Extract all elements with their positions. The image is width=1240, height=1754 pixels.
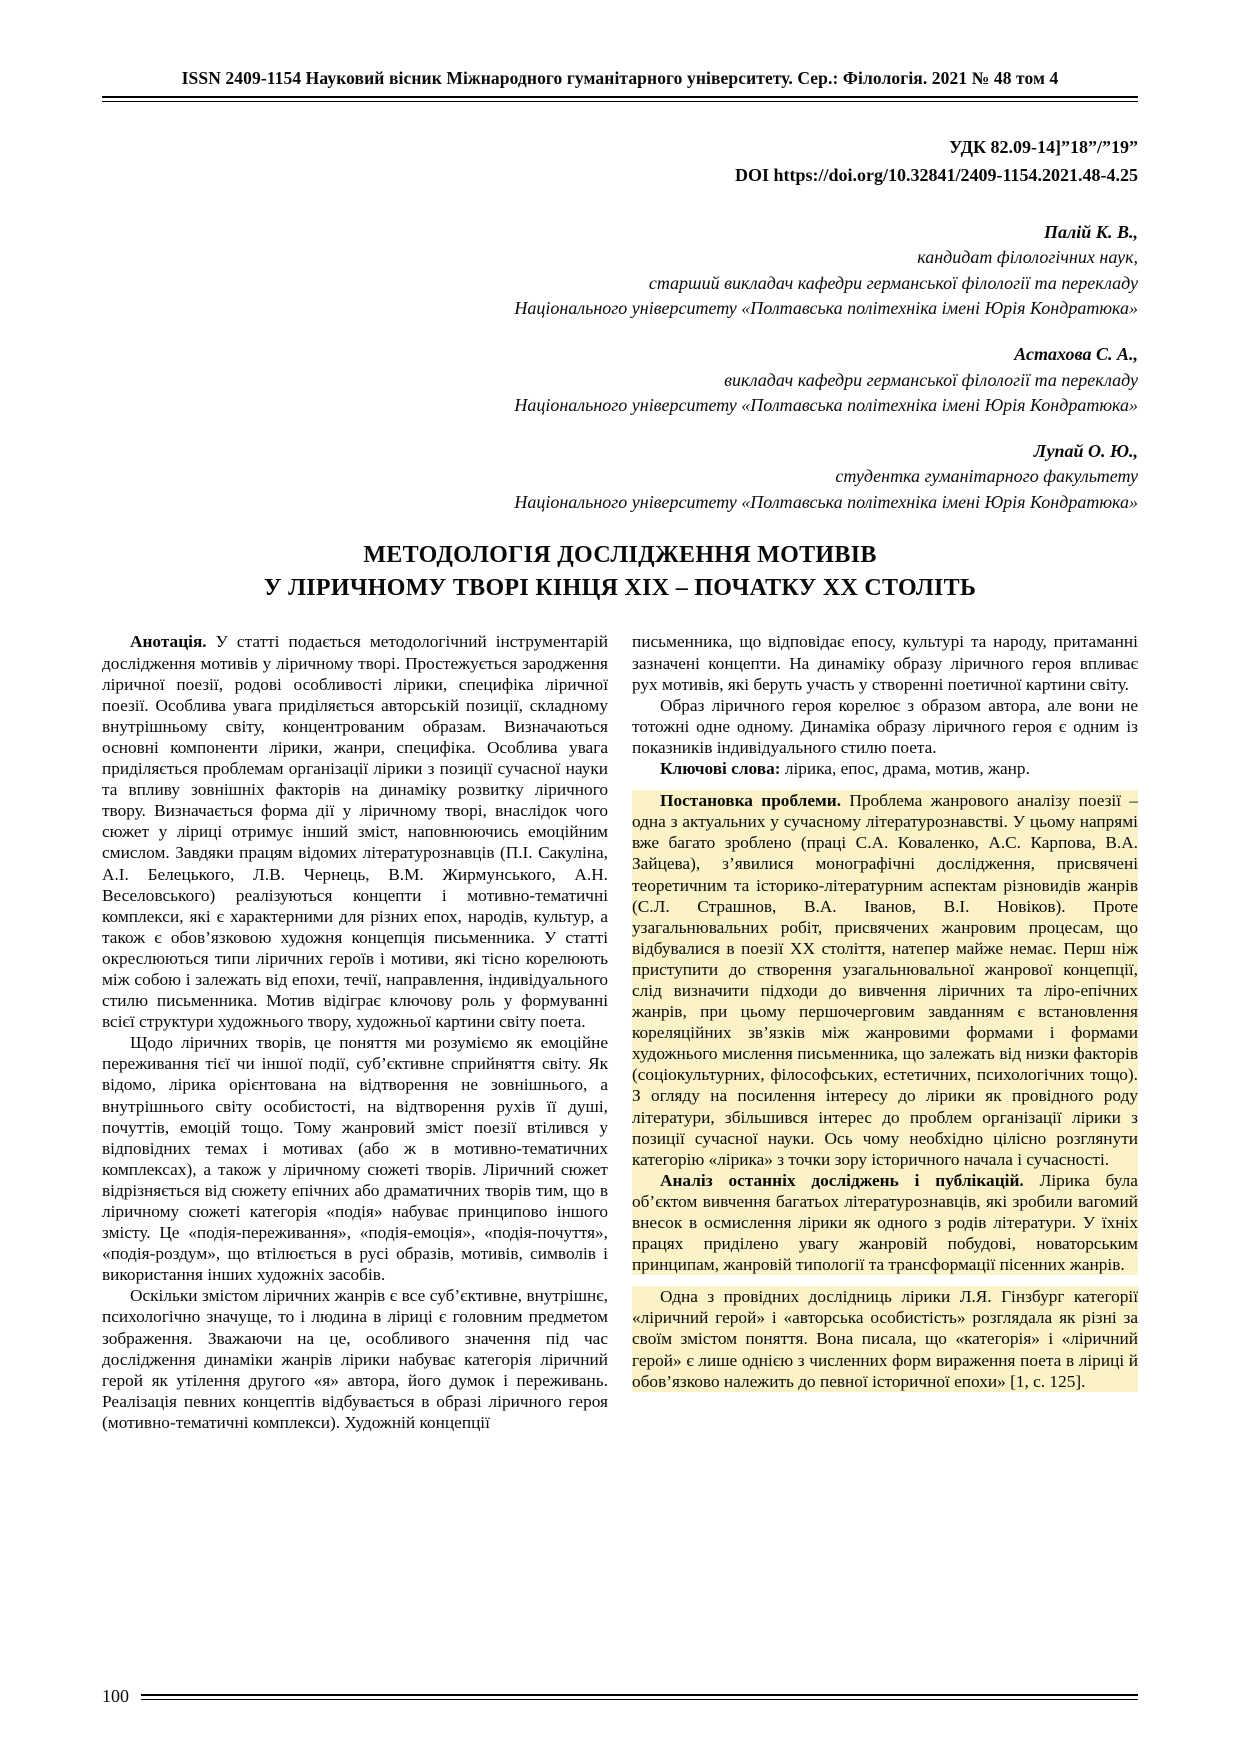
article-title-line2: У ЛІРИЧНОМУ ТВОРІ КІНЦЯ ХІХ – ПОЧАТКУ ХХ СТОЛІТЬ [263,575,977,602]
author-block [102,220,1138,322]
issn-header-line: ISSN 2409-1154 Науковий вісник Міжнародного гуманітарного університету. Сер.: Філологія. 2021 № 48 том 4 [181,68,1059,88]
left-column [102,631,608,1433]
author-name: Лупай О. Ю., [1033,440,1138,461]
analysis-paragraph [632,1170,1138,1275]
problem-statement-label: Постановка проблеми. [660,791,842,811]
author-name: Палій К. В., [1044,221,1138,242]
analysis-text: Лірика була об’єктом вивчення багатьох літературознавців, які зробили вагомий внесок в осмислення лірики як одного з родів літератури. У їхніх працях приділено увагу жанровій побудові, новаторським принципам, жанровій типології та трансформації пісенних жанрів. [632,1170,1138,1275]
problem-statement-text: Проблема жанрового аналізу поезії – одна з актуальних у сучасному літературознавстві. У цьому напрямі вже багато зроблено (праці С.А. Коваленко, А.С. Карпова, В.А. Зайцева), з’явилися монографічні дослідження, присвячені теоретичним та історико-літературним аспектам різновидів жанрів (С.Л. Страшнов, В.А. Іванов, В.І. Новіков). Проте узагальнювальних робіт, присвячених жанровим процесам, що відбувалися в поезії ХХ століття, натепер майже немає. Перш ніж приступити до створення узагальнювальної жанрової концепції, слід визначити підходи до вивчення ліричних та ліро-епічних жанрів, при цьому першочерговим завданням є встановлення кореляційних зв’язків між жанровими формами і формами художнього мислення письменника, що залежать від низки факторів (соціокультурних, філософських, естетичних, психологічних тощо). З огляду на посилення інтересу до лірики як провідного роду літератури, збільшився інтерес до проблем організації лірики з позиції сучасної науки. Ось чому необхідно цілісно розглянути категорію «лірика» з точки зору історичного начала і сучасності. [632,791,1138,1169]
author-position: старший викладач кафедри германської філології та перекладу [648,272,1138,293]
author-position: викладач кафедри германської філології та перекладу [724,369,1138,390]
author-block [102,439,1138,516]
article-title [102,539,1138,605]
right-column [632,631,1138,1433]
abstract-label: Анотація. [130,632,207,652]
author-position: студентка гуманітарного факультету [835,466,1138,487]
body-paragraph-continuation: письменника, що відповідає епосу, культурі та народу, притаманні зазначені концепти. На динаміку образу ліричного героя впливає рух мотивів, які беруть участь у створенні поетичної картини світу. [632,632,1138,694]
keywords-label: Ключові слова: [660,759,781,779]
udc-code: УДК 82.09-14]”18”/”19” [949,137,1138,157]
header-double-rule [102,96,1138,102]
keywords-paragraph [632,758,1138,779]
page-footer [102,1686,1138,1707]
author-affiliation: Національного університету «Полтавська політехніка імені Юрія Кондратюка» [514,298,1138,319]
body-paragraph: Оскільки змістом ліричних жанрів є все суб’єктивне, внутрішнє, психологічно значуще, то і людина в ліриці є головним предметом зображення. Зважаючи на це, особливого значення під час дослідження динаміки жанрів лірики набуває категорія ліричний герой як утілення другого «я» автора, його думок і переживань. Реалізація певних концептів відбувається в образі ліричного героя (мотивно-тематичні комплекси). Художній концепції [102,1286,608,1432]
body-paragraph: Одна з провідних дослідниць лірики Л.Я. Гінзбург категорії «ліричний герой» і «авторська особистість» розглядала як різні за своїм змістом поняття. Вона писала, що «категорія» і «ліричний герой» є лише однією з численних форм вираження поета в ліриці й обов’язково належить до певної історичної епохи» [1, с. 125]. [632,1287,1138,1391]
footer-double-rule [141,1694,1138,1700]
author-block [102,342,1138,419]
abstract-text: У статті подається методологічний інструментарій дослідження мотивів у ліричному творі. Простежується зародження ліричної поезії, родові особливості лірики, специфіка ліричної поезії. Особлива увага приділяється авторській позиції, складному внутрішньому світу, концентрованим образам. Визначаються основні компоненти лірики, жанри, специфіка. Особлива увага приділяється проблемам організації лірики з позиції сучасної науки та впливу зовнішніх факторів на динаміку розвитку ліричного твору. Визначається форма дії у ліричному творі, внаслідок чого сюжет у ліриці отримує інший зміст, наповнюючись емоційним смислом. Завдяки працям відомих літературознавців (П.І. Сакуліна, А.І. Белецького, Л.В. Чернець, В.М. Жирмунського, А.Н. Веселовського) реалізуються концепти і мотивно-тематичні комплекси, які є характерними для різних епох, народів, культур, а також є обов’язковою художня концепція письменника. У статті окреслюються типи ліричних героїв і мотиви, які тісно корелюють між собою і залежать від епохи, течії, направлення, індивідуального стилю письменника. Мотив відіграє ключову роль у формуванні всієї структури художнього твору, художньої картини світу поета. [102,632,608,1032]
analysis-label: Аналіз останніх досліджень і публікацій. [660,1170,1024,1190]
abstract-paragraph [102,631,608,1032]
body-paragraph: Щодо ліричних творів, це поняття ми розуміємо як емоційне переживання тієї чи іншої події, суб’єктивне сприйняття світу. Як відомо, лірика орієнтована на відтворення не зовнішнього, а внутрішнього світу особистості, на відтворення рухів її душі, почуттів, емоцій тощо. Тому жанровий зміст поезії втілився у відповідних темах і мотивах (або ж в мотивно-тематичних комплексах), а також у ліричному сюжеті творів. Ліричний сюжет відрізняється від сюжету епічних або драматичних творів тим, що в ліричному сюжеті категорія «подія» набуває принципово іншого змісту. Це «подія-переживання», «подія-емоція», «подія-почуття», «подія-роздум», що втілюється в русі образів, мотивів, символів і використання інших художніх засобів. [102,1033,608,1285]
journal-header [102,68,1138,102]
keywords-text: лірика, епос, драма, мотив, жанр. [784,759,1030,779]
doi-line: DOI https://doi.org/10.32841/2409-1154.2021.48-4.25 [734,164,1138,185]
problem-statement-paragraph [632,790,1138,1170]
author-name: Астахова С. А., [1014,343,1138,364]
author-affiliation: Національного університету «Полтавська політехніка імені Юрія Кондратюка» [514,491,1138,512]
author-degree: кандидат філологічних наук, [917,247,1138,268]
author-affiliation: Національного університету «Полтавська політехніка імені Юрія Кондратюка» [514,395,1138,416]
body-paragraph: Образ ліричного героя корелює з образом автора, але вони не тотожні одне одному. Динаміка образу ліричного героя є одним із показників індивідуального стилю поета. [632,695,1138,757]
page-number: 100 [102,1686,129,1706]
article-title-line1: МЕТОДОЛОГІЯ ДОСЛІДЖЕННЯ МОТИВІВ [363,542,877,569]
authors-section [102,220,1138,515]
article-body [102,631,1138,1433]
article-meta [102,134,1138,190]
